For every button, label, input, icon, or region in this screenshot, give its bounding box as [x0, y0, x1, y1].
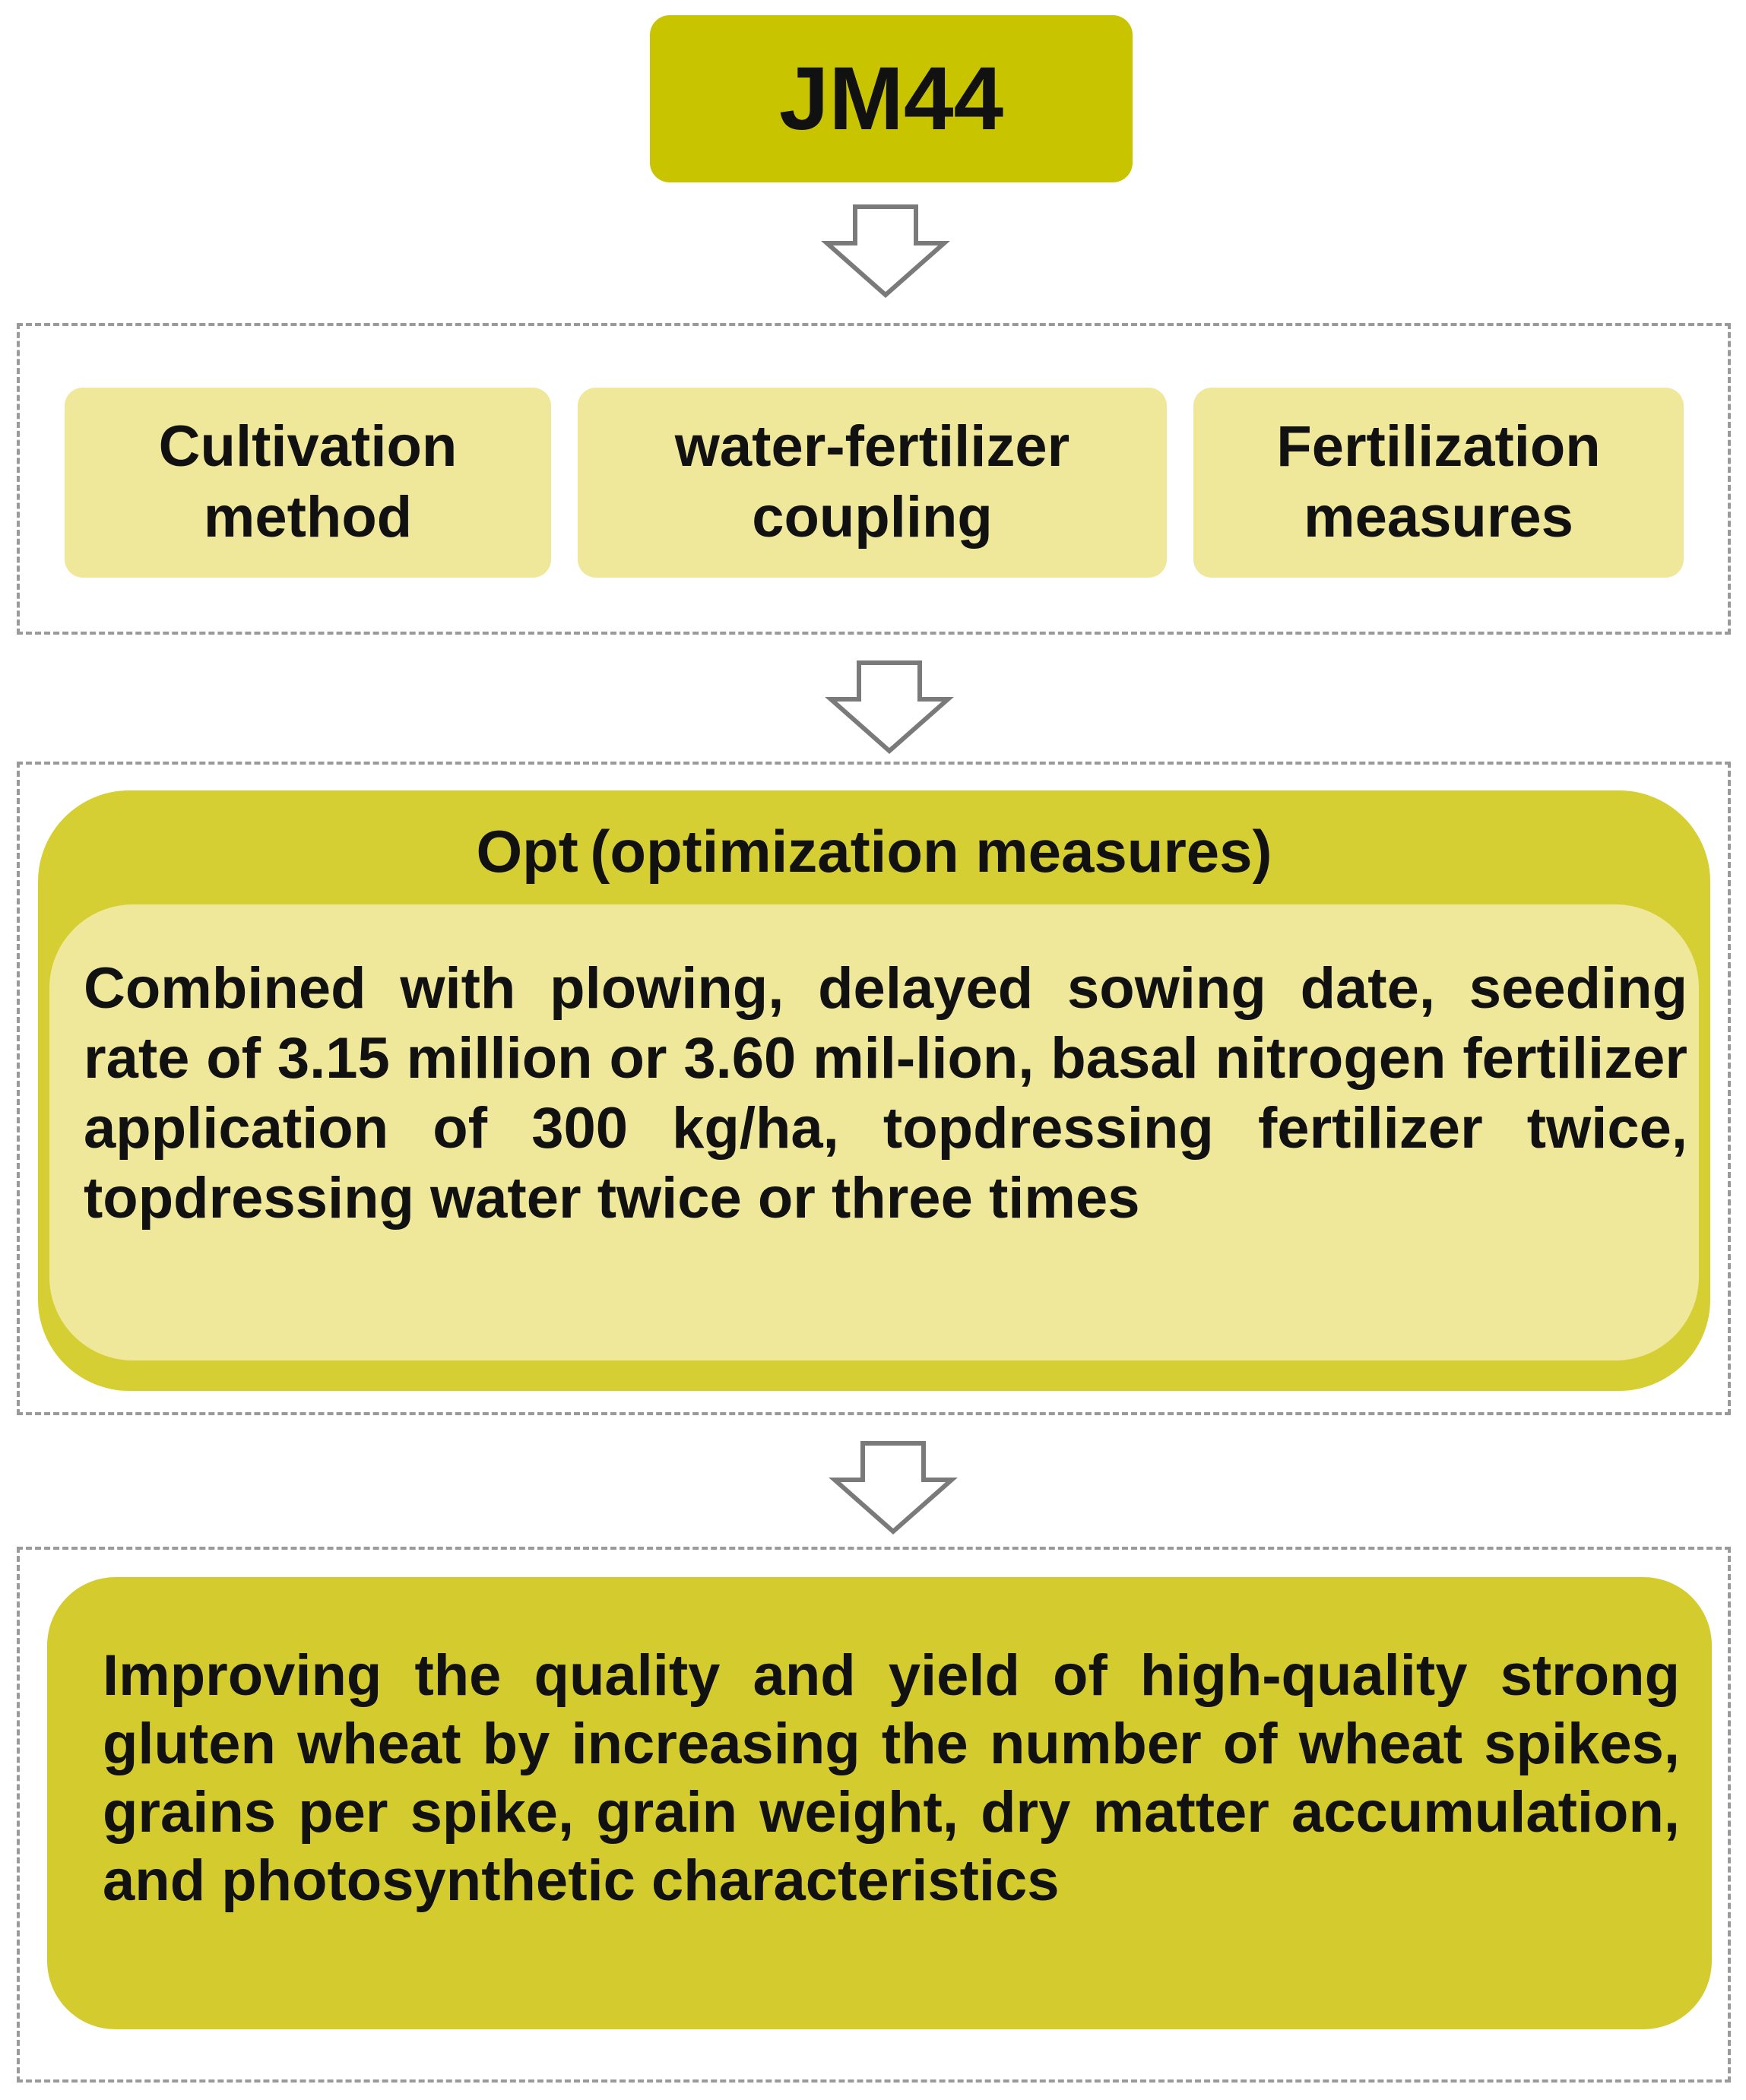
factor-label: Cultivation method — [158, 414, 458, 550]
down-arrow-icon — [829, 1440, 958, 1535]
optimization-measures-text: Combined with plowing, delayed sowing date, seeding rate of 3.15 million or 3.60 mil-lion, basal nitrogen fertilizer application of 300 kg/ha, topdressing fertilizer twice, topdressing water twice or three times — [84, 956, 1687, 1231]
factor-water-fertilizer-coupling — [578, 388, 1167, 578]
factor-label: water-fertilizer coupling — [674, 414, 1070, 550]
jm44-node — [650, 15, 1133, 182]
factor-label: Fertilization measures — [1276, 414, 1601, 550]
down-arrow-icon — [825, 660, 954, 755]
factor-cultivation-method — [65, 388, 551, 578]
optimization-title: Opt (optimization measures) — [476, 817, 1272, 885]
factor-fertilization-measures — [1193, 388, 1684, 578]
result-text: Improving the quality and yield of high-quality strong gluten wheat by increasing the number of wheat spikes, grains per spike, grain weight, dry matter accumulation, and photosynthetic characteristics — [103, 1643, 1680, 1913]
down-arrow-icon — [821, 204, 950, 299]
jm44-label: JM44 — [778, 49, 1004, 149]
